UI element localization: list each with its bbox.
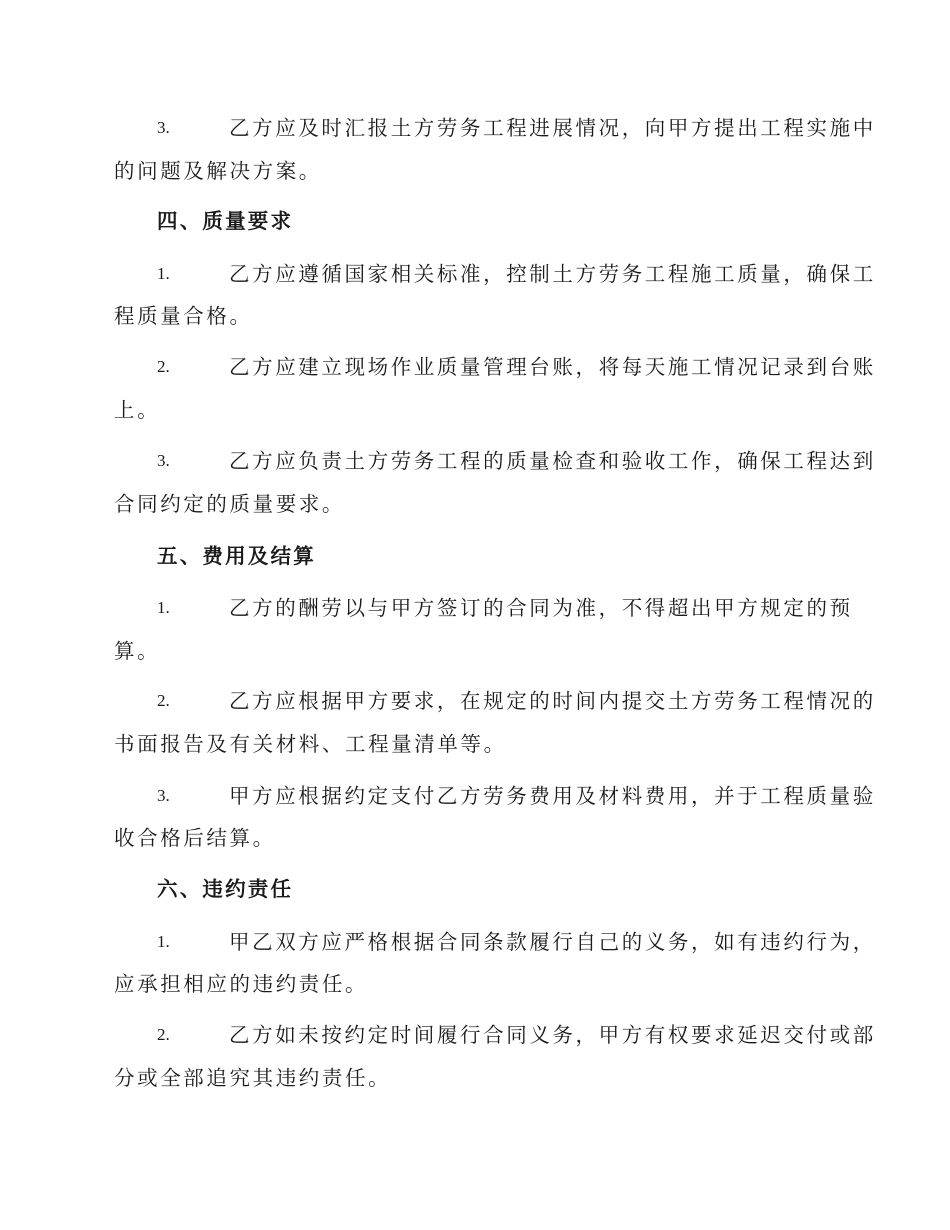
clause-text-continued: 上。	[114, 398, 161, 422]
clause-text-continued: 算。	[114, 639, 161, 663]
clause-text-continued: 的问题及解决方案。	[114, 159, 322, 183]
clause-text-continued: 分或全部追究其违约责任。	[114, 1066, 392, 1090]
clause-text-continued: 应承担相应的违约责任。	[114, 972, 369, 996]
section-heading: 五、费用及结算	[157, 544, 316, 568]
clause-text: 乙方如未按约定时间履行合同义务，甲方有权要求延迟交付或部	[229, 1023, 876, 1047]
clause-number: 1.	[157, 932, 170, 951]
clause-number: 3.	[157, 786, 170, 805]
clause-number: 2.	[157, 691, 170, 710]
clause-text: 乙方的酬劳以与甲方签订的合同为准，不得超出甲方规定的预	[229, 596, 853, 620]
clause-number: 3.	[157, 118, 170, 137]
clause-text-continued: 程质量合格。	[114, 304, 253, 328]
clause-number: 3.	[157, 451, 170, 470]
section-heading: 四、质量要求	[157, 209, 294, 233]
clause-text: 乙方应遵循国家相关标准，控制土方劳务工程施工质量，确保工	[229, 262, 876, 286]
clause-text-continued: 合同约定的质量要求。	[114, 492, 345, 516]
clause-number: 2.	[157, 1025, 170, 1044]
section-heading: 六、违约责任	[157, 877, 294, 901]
clause-number: 1.	[157, 264, 170, 283]
clause-text: 甲方应根据约定支付乙方劳务费用及材料费用，并于工程质量验	[229, 784, 876, 808]
clause-text: 乙方应负责土方劳务工程的质量检查和验收工作，确保工程达到	[229, 449, 876, 473]
clause-text: 乙方应建立现场作业质量管理台账，将每天施工情况记录到台账	[229, 355, 876, 379]
clause-text-continued: 书面报告及有关材料、工程量清单等。	[114, 732, 507, 756]
clause-number: 1.	[157, 598, 170, 617]
clause-text: 甲乙双方应严格根据合同条款履行自己的义务，如有违约行为，	[229, 930, 876, 954]
clause-text: 乙方应根据甲方要求，在规定的时间内提交土方劳务工程情况的	[229, 689, 876, 713]
clause-number: 2.	[157, 357, 170, 376]
clause-text: 乙方应及时汇报土方劳务工程进展情况，向甲方提出工程实施中	[229, 116, 876, 140]
clause-text-continued: 收合格后结算。	[114, 826, 276, 850]
